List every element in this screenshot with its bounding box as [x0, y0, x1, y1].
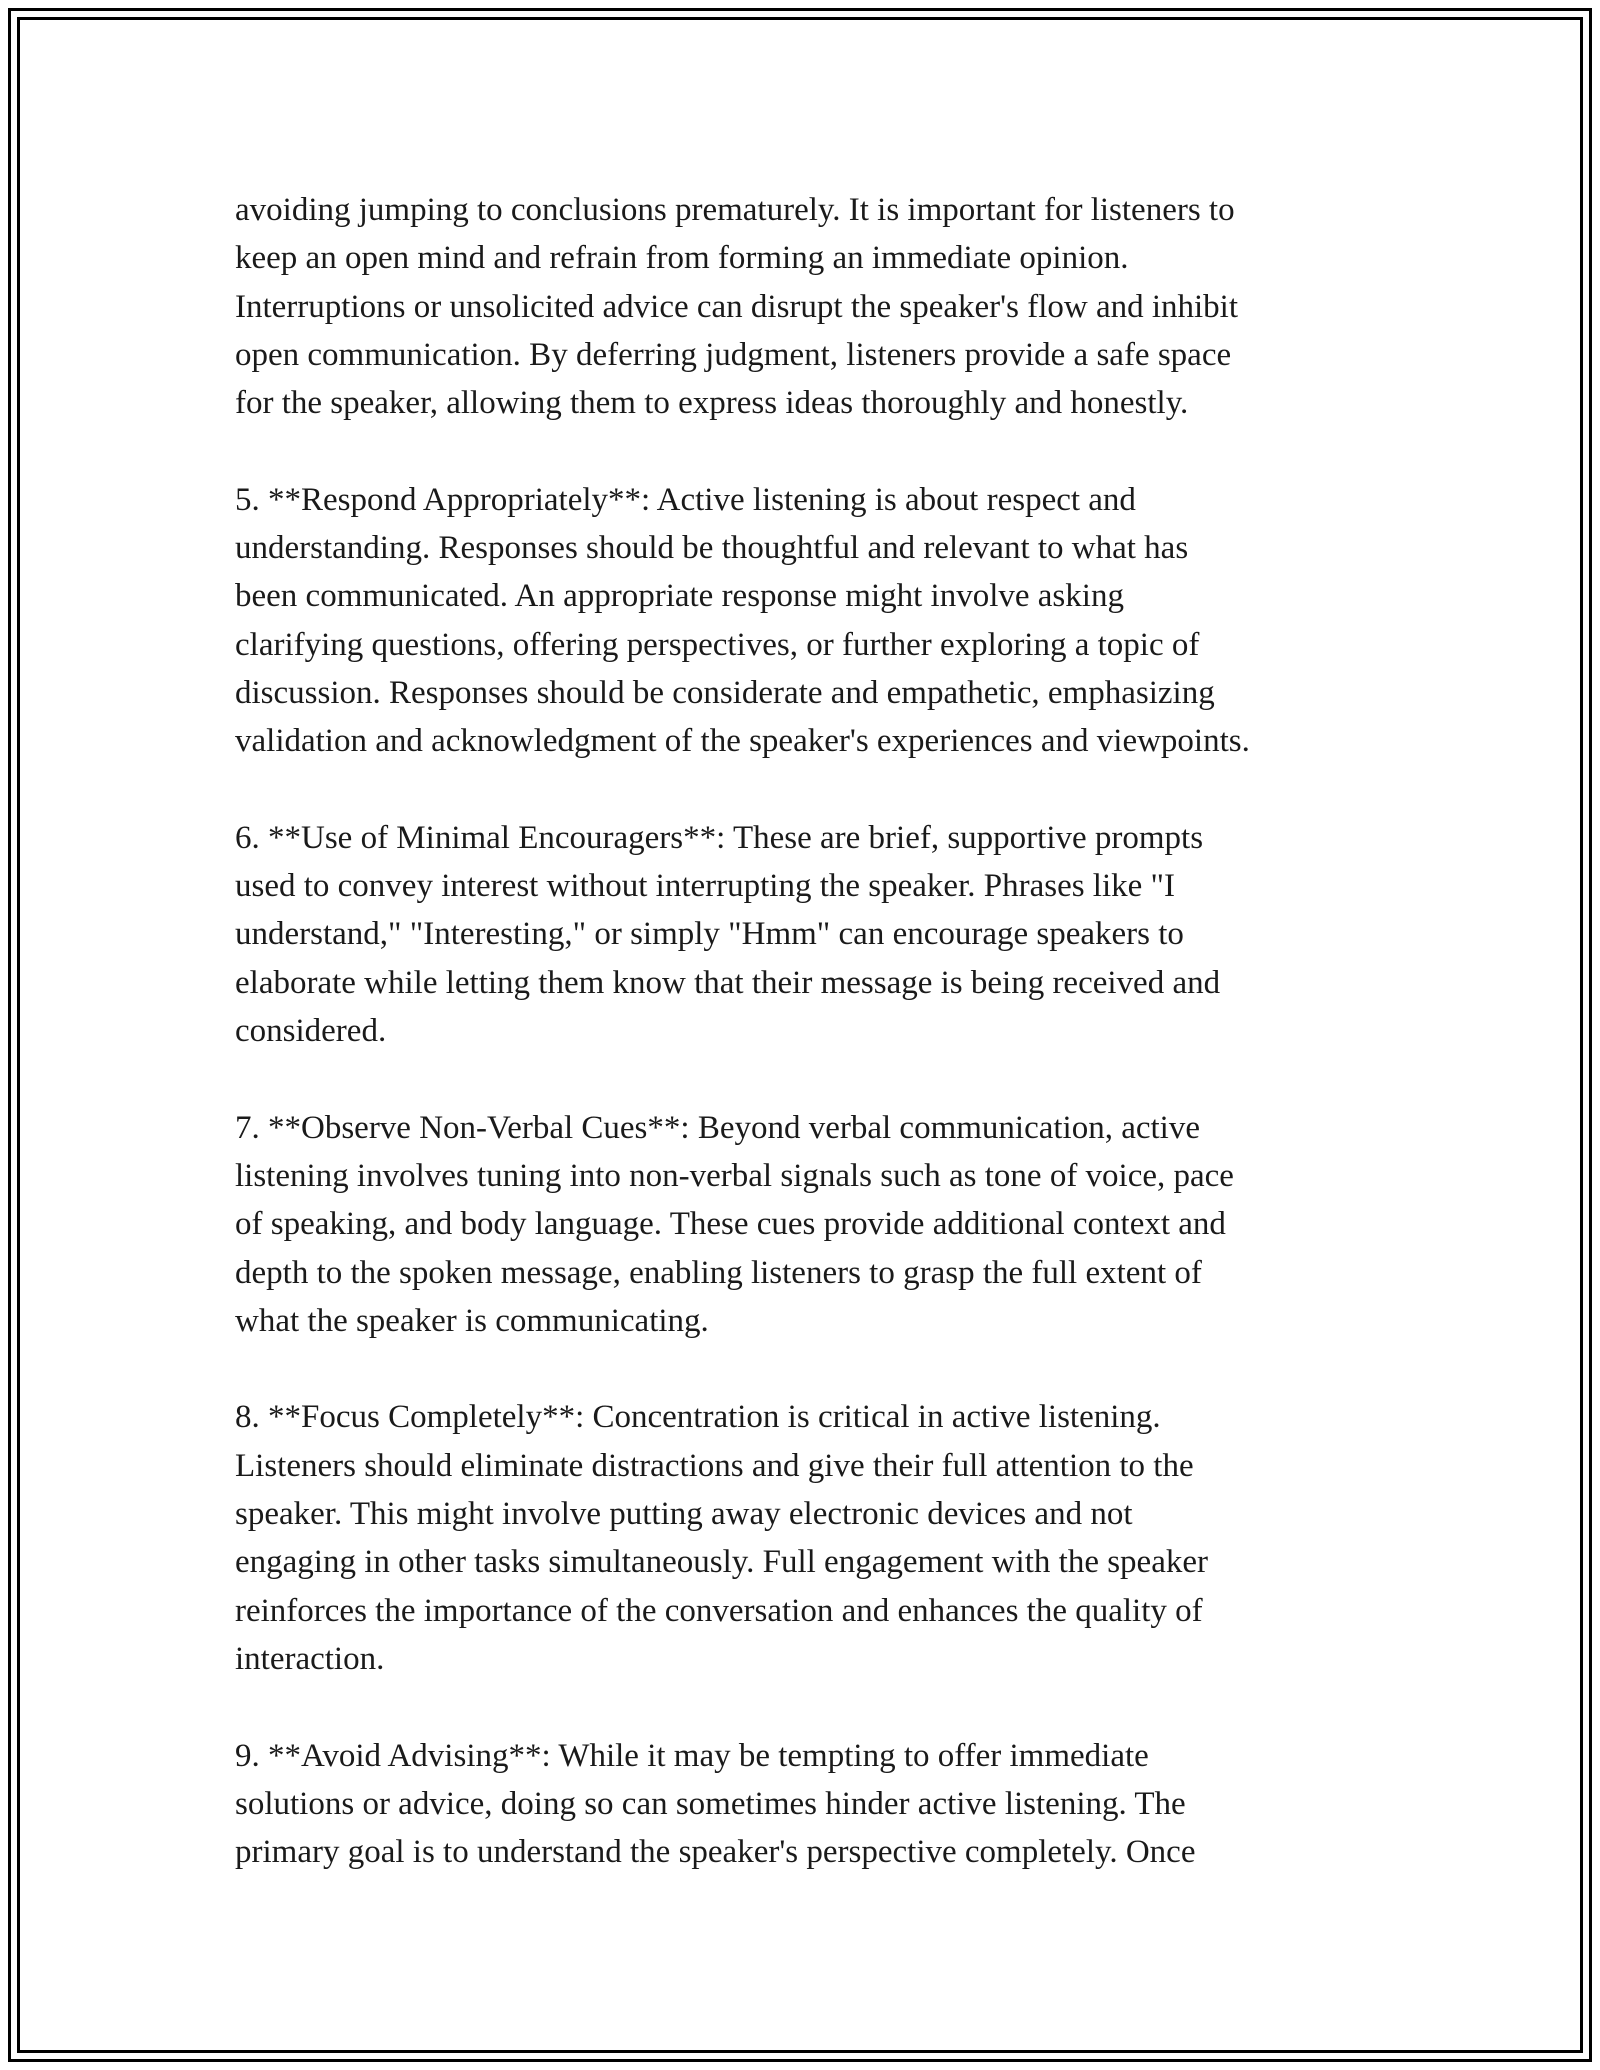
text-line: open communication. By deferring judgment, listeners provide a safe space [235, 336, 1232, 373]
paragraph-non-verbal-cues [235, 1104, 1385, 1345]
text-line: for the speaker, allowing them to express ideas thoroughly and honestly. [235, 385, 1189, 422]
paragraph-minimal-encouragers [235, 814, 1385, 1055]
document-body [235, 186, 1385, 1876]
text-line: listening involves tuning into non-verbal signals such as tone of voice, pace [235, 1157, 1234, 1194]
text-line: avoiding jumping to conclusions prematurely. It is important for listeners to [235, 192, 1235, 228]
text-line: of speaking, and body language. These cues provide additional context and [235, 1206, 1226, 1243]
paragraph-respond-appropriately [235, 476, 1385, 766]
text-line: what the speaker is communicating. [235, 1302, 709, 1339]
text-line: Interruptions or unsolicited advice can disrupt the speaker's flow and inhibit [235, 288, 1239, 325]
text-line: used to convey interest without interrupting the speaker. Phrases like "I [235, 868, 1176, 905]
text-line: reinforces the importance of the conversation and enhances the quality of [235, 1592, 1203, 1629]
text-line: interaction. [235, 1640, 385, 1677]
text-line: speaker. This might involve putting away electronic devices and not [235, 1496, 1133, 1533]
text-line: 7. **Observe Non-Verbal Cues**: Beyond verbal communication, active [235, 1109, 1200, 1146]
text-line: validation and acknowledgment of the speaker's experiences and viewpoints. [235, 723, 1250, 760]
text-line: been communicated. An appropriate response might involve asking [235, 578, 1124, 615]
text-line: 9. **Avoid Advising**: While it may be tempting to offer immediate [235, 1737, 1149, 1774]
text-line: engaging in other tasks simultaneously. Full engagement with the speaker [235, 1544, 1208, 1581]
text-line: depth to the spoken message, enabling listeners to grasp the full extent of [235, 1254, 1202, 1291]
text-line: 6. **Use of Minimal Encouragers**: These are brief, supportive prompts [235, 819, 1204, 856]
paragraph-defer-judgment [235, 186, 1385, 427]
text-line: 5. **Respond Appropriately**: Active listening is about respect and [235, 481, 1136, 518]
text-line: elaborate while letting them know that their message is being received and [235, 964, 1221, 1001]
text-line: 8. **Focus Completely**: Concentration is critical in active listening. [235, 1399, 1161, 1436]
text-line: primary goal is to understand the speaker's perspective completely. Once [235, 1834, 1196, 1871]
text-line: considered. [235, 1013, 387, 1050]
text-line: understanding. Responses should be thoughtful and relevant to what has [235, 530, 1189, 567]
text-line: keep an open mind and refrain from forming an immediate opinion. [235, 240, 1129, 277]
text-line: solutions or advice, doing so can sometimes hinder active listening. The [235, 1785, 1186, 1822]
paragraph-avoid-advising [235, 1732, 1385, 1877]
text-line: discussion. Responses should be considerate and empathetic, emphasizing [235, 674, 1215, 711]
text-line: clarifying questions, offering perspectives, or further exploring a topic of [235, 626, 1200, 663]
text-line: Listeners should eliminate distractions and give their full attention to the [235, 1447, 1194, 1484]
text-line: understand," "Interesting," or simply "Hmm" can encourage speakers to [235, 916, 1184, 953]
paragraph-focus-completely [235, 1393, 1385, 1683]
